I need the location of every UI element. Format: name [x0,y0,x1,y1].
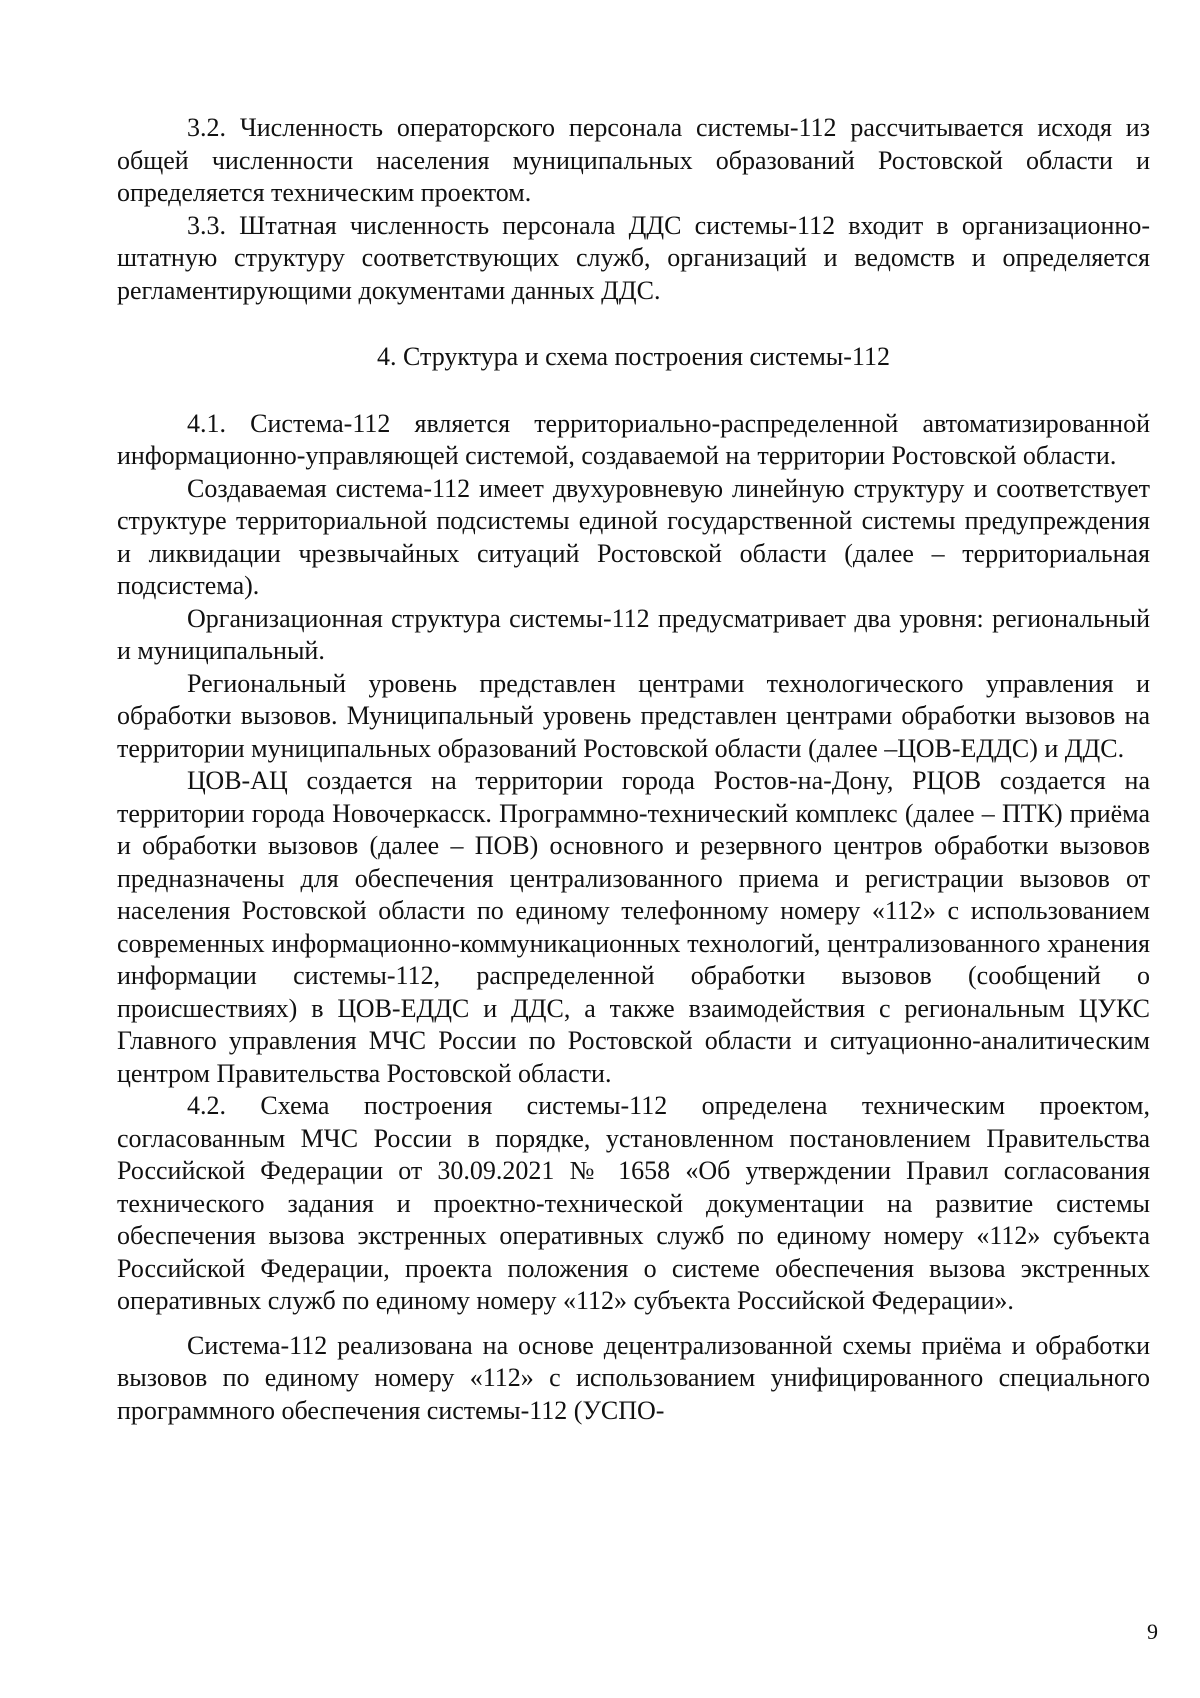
paragraph-4-1-levels: Организационная структура системы-112 предусматривает два уровня: региональный и муниципальный. [117,603,1150,665]
document-body [117,112,1150,1427]
paragraph-4-1-structure: Создаваемая система-112 имеет двухуровневую линейную структуру и соответствует структуре территориальной подсистемы единой государственной системы предупреждения и ликвидации чрезвычайных ситуаций Ростовской области (далее – территориальная подсистема). [117,473,1150,600]
paragraph-3-2: 3.2. Численность операторского персонала системы-112 рассчитывается исходя из общей численности населения муниципальных образований Ростовской области и определяется техническим проектом. [117,113,1150,207]
paragraph-4-2-scheme: Система-112 реализована на основе децентрализованной схемы приёма и обработки вызовов по единому номеру «112» с использованием унифицированного специального программного обеспечения системы-112 (УСПО- [117,1330,1150,1425]
paragraph-4-2: 4.2. Схема построения системы-112 определена техническим проектом, согласованным МЧС России в порядке, установленном постановлением Правительства Российской Федерации от 30.09.2021 № 1658 «Об утверждении Правил согласования технического задания и проектно-технической документации на развитие системы обеспечения вызова экстренных оперативных служб по единому номеру «112» субъекта Российской Федерации, проекта положения о системе обеспечения вызова экстренных оперативных служб по единому номеру «112» субъекта Российской Федерации». [117,1091,1150,1315]
section-heading: 4. Структура и схема построения системы-112 [377,342,890,371]
paragraph-4-1-regional: Региональный уровень представлен центрами технологического управления и обработки вызовов. Муниципальный уровень представлен центрами обработки вызовов на территории муниципальных образований Ростовской области (далее –ЦОВ-ЕДДС) и ДДС. [117,668,1150,763]
paragraph-4-1: 4.1. Система-112 является территориально-распределенной автоматизированной информационно-управляющей системой, создаваемой на территории Ростовской области. [117,408,1150,470]
paragraph-3-3: 3.3. Штатная численность персонала ДДС системы-112 входит в организационно-штатную структуру соответствующих служб, организаций и ведомств и определяется регламентирующими документами данных ДДС. [117,210,1150,305]
page-number: 9 [1147,1619,1158,1644]
paragraph-4-1-cov: ЦОВ-АЦ создается на территории города Ростов-на-Дону, РЦОВ создается на территории города Новочеркасск. Программно-технический комплекс (далее – ПТК) приёма и обработки вызовов (далее – ПОВ) основного и резервного центров обработки вызовов предназначены для обеспечения централизованного приема и регистрации вызовов от населения Ростовской области по единому телефонному номеру «112» с использованием современных информационно-коммуникационных технологий, централизованного хранения информации системы-112, распределенной обработки вызовов (сообщений о происшествиях) в ЦОВ-ЕДДС и ДДС, а также взаимодействия с региональным ЦУКС Главного управления МЧС России по Ростовской области и ситуационно-аналитическим центром Правительства Ростовской области. [117,766,1150,1088]
